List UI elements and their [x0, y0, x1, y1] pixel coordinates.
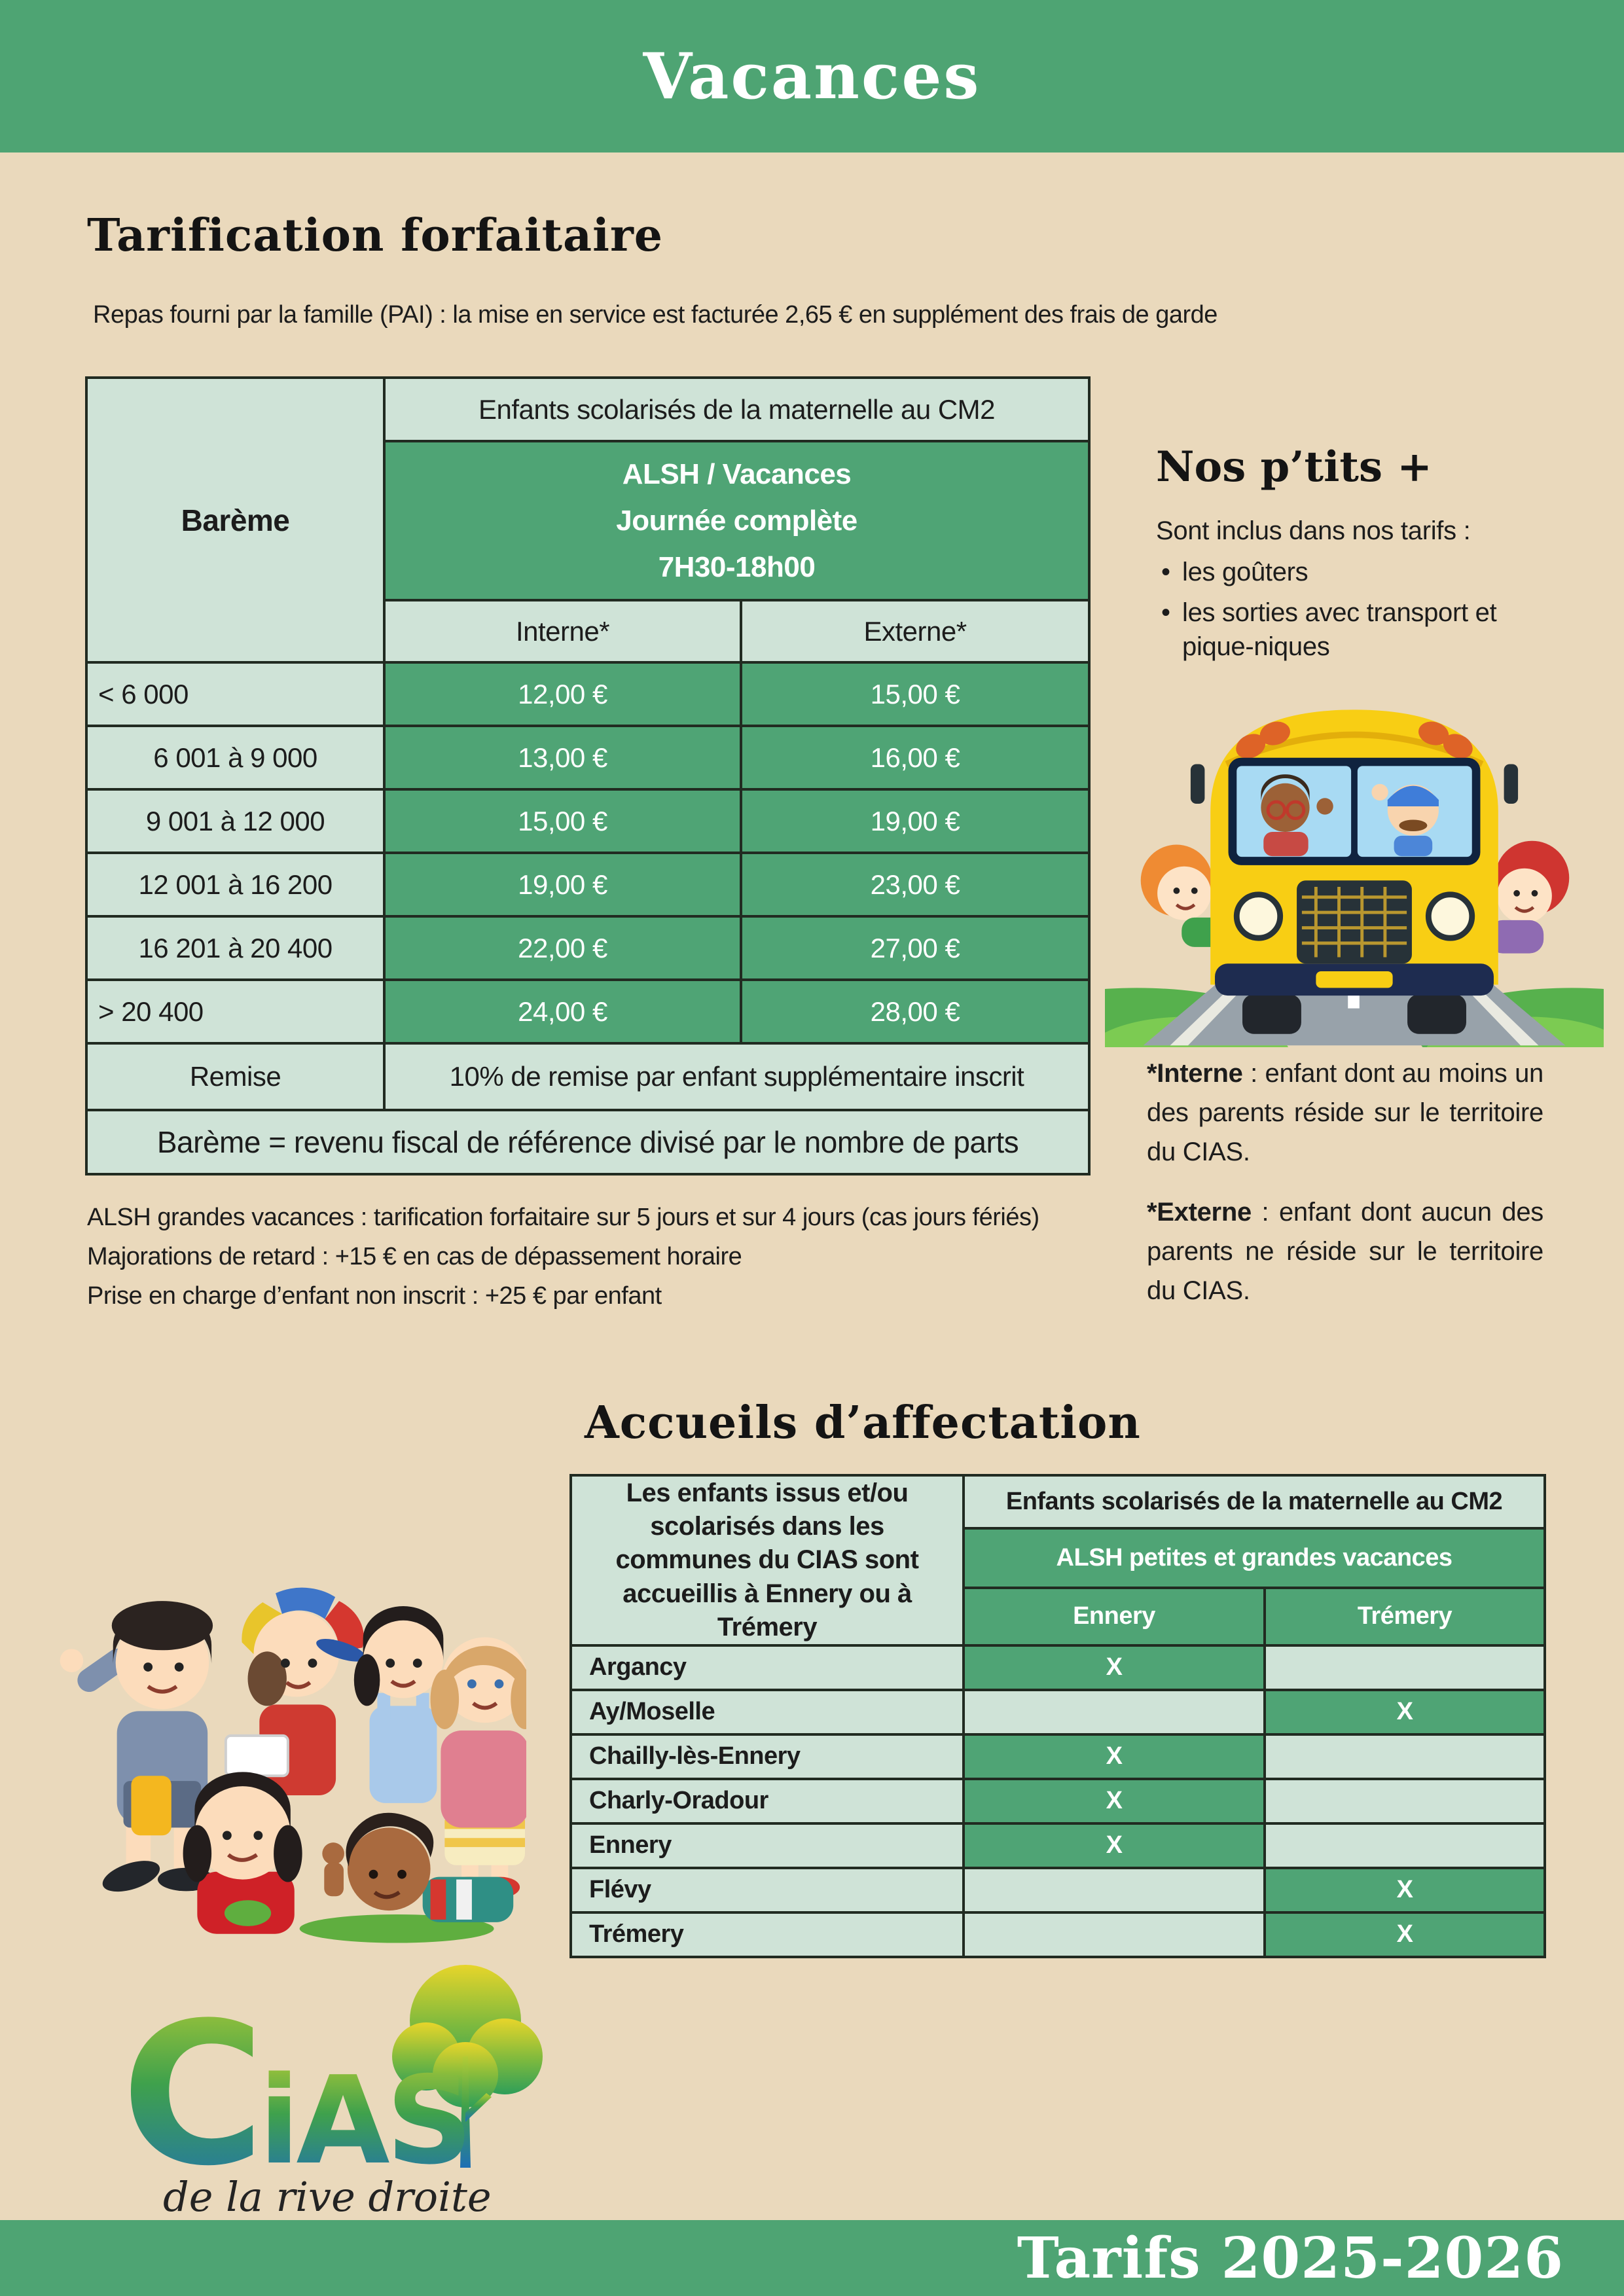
- commune-name: Argancy: [571, 1645, 964, 1690]
- bareme-range: < 6 000: [86, 662, 384, 726]
- logo-letters-ias: iAS: [259, 2050, 469, 2191]
- assignment-cell: X: [1265, 1912, 1545, 1957]
- page-header-banner: [0, 0, 1624, 152]
- logo-tagline: de la rive droite: [163, 2173, 492, 2220]
- accueils-left-header: Les enfants issus et/ou scolarisés dans les communes du CIAS sont accueillis à Ennery ou à Trémery: [571, 1475, 964, 1645]
- col-header-externe: Externe*: [741, 600, 1089, 662]
- price-externe: 28,00 €: [741, 980, 1089, 1043]
- assignment-cell: [964, 1868, 1265, 1912]
- definition-term: *Externe: [1147, 1198, 1252, 1227]
- definition-interne: [1147, 1054, 1543, 1172]
- table-row: [571, 1645, 1545, 1690]
- children-illustration: [34, 1516, 526, 1945]
- accueils-table: [569, 1474, 1546, 1958]
- table-row: [86, 789, 1089, 853]
- assignment-cell: [1265, 1823, 1545, 1868]
- logo-letter-c: C: [121, 1981, 266, 2209]
- commune-name: Flévy: [571, 1868, 964, 1912]
- assignment-cell: [1265, 1779, 1545, 1823]
- table-row: [571, 1868, 1545, 1912]
- commune-name: Trémery: [571, 1912, 964, 1957]
- service-line: ALSH / Vacances: [622, 457, 852, 490]
- group-header-cell: Enfants scolarisés de la maternelle au CM2: [964, 1475, 1545, 1528]
- definitions-block: [1147, 1054, 1543, 1331]
- remise-value: 10% de remise par enfant supplémentaire inscrit: [384, 1043, 1089, 1110]
- note-line: Majorations de retard : +15 € en cas de dépassement horaire: [87, 1243, 742, 1271]
- price-interne: 24,00 €: [384, 980, 741, 1043]
- footer-title: Tarifs 2025-2026: [1017, 2225, 1564, 2291]
- section-title-nos-ptits: Nos p’tits +: [1156, 442, 1432, 492]
- definition-text: : enfant dont aucun des parents ne réside sur le territoire du CIAS.: [1147, 1198, 1543, 1305]
- price-interne: 15,00 €: [384, 789, 741, 853]
- table-row: [571, 1690, 1545, 1734]
- assignment-cell: [1265, 1645, 1545, 1690]
- assignment-cell: X: [964, 1645, 1265, 1690]
- definition-text: : enfant dont au moins un des parents réside sur le territoire du CIAS.: [1147, 1059, 1543, 1166]
- price-interne: 19,00 €: [384, 853, 741, 916]
- page-footer-banner: [0, 2220, 1624, 2296]
- price-externe: 15,00 €: [741, 662, 1089, 726]
- table-row: [86, 726, 1089, 789]
- bareme-range: 9 001 à 12 000: [86, 789, 384, 853]
- tarification-notes: [87, 1198, 1095, 1316]
- bareme-header-cell: Barème: [86, 378, 384, 662]
- nos-ptits-intro: Sont inclus dans nos tarifs :: [1156, 516, 1471, 545]
- price-externe: 23,00 €: [741, 853, 1089, 916]
- table-row: [86, 662, 1089, 726]
- tarification-intro: Repas fourni par la famille (PAI) : la mise en service est facturée 2,65 € en supplément des frais de garde: [93, 301, 1218, 329]
- assignment-cell: X: [1265, 1868, 1545, 1912]
- assignment-cell: X: [1265, 1690, 1545, 1734]
- col-header-tremery: Trémery: [1265, 1588, 1545, 1645]
- bareme-range: 16 201 à 20 400: [86, 916, 384, 980]
- cias-logo: [120, 1958, 565, 2220]
- table-row: [571, 1475, 1545, 1528]
- table-row: [571, 1912, 1545, 1957]
- note-line: ALSH grandes vacances : tarification forfaitaire sur 5 jours et sur 4 jours (cas jours fériés): [87, 1204, 1039, 1231]
- service-header-cell: ALSH petites et grandes vacances: [964, 1528, 1545, 1587]
- nos-ptits-panel: [1156, 442, 1591, 664]
- tarification-table: [85, 376, 1091, 1175]
- price-interne: 22,00 €: [384, 916, 741, 980]
- col-header-interne: Interne*: [384, 600, 741, 662]
- note-line: Prise en charge d’enfant non inscrit : +25 € par enfant: [87, 1282, 662, 1310]
- bareme-range: 12 001 à 16 200: [86, 853, 384, 916]
- bareme-footnote: Barème = revenu fiscal de référence divisé par le nombre de parts: [86, 1110, 1089, 1174]
- school-bus-illustration: [1105, 673, 1604, 1047]
- definition-term: *Interne: [1147, 1059, 1243, 1088]
- assignment-cell: [964, 1912, 1265, 1957]
- remise-label: Remise: [86, 1043, 384, 1110]
- commune-name: Ay/Moselle: [571, 1690, 964, 1734]
- service-header-cell: [384, 441, 1089, 600]
- col-header-ennery: Ennery: [964, 1588, 1265, 1645]
- bareme-range: 6 001 à 9 000: [86, 726, 384, 789]
- page-title: Vacances: [643, 39, 981, 113]
- section-title-tarification: Tarification forfaitaire: [87, 209, 664, 262]
- service-line: Journée complète: [616, 504, 857, 537]
- definition-externe: [1147, 1193, 1543, 1310]
- commune-name: Charly-Oradour: [571, 1779, 964, 1823]
- commune-name: Chailly-lès-Ennery: [571, 1734, 964, 1779]
- list-item: • les sorties avec transport et pique-niques: [1156, 596, 1549, 664]
- bareme-range: > 20 400: [86, 980, 384, 1043]
- assignment-cell: X: [964, 1734, 1265, 1779]
- table-row: [86, 1043, 1089, 1110]
- table-row: [86, 1110, 1089, 1174]
- list-item: • les goûters: [1156, 555, 1549, 589]
- assignment-cell: X: [964, 1823, 1265, 1868]
- table-row: [571, 1823, 1545, 1868]
- price-externe: 27,00 €: [741, 916, 1089, 980]
- commune-name: Ennery: [571, 1823, 964, 1868]
- price-externe: 19,00 €: [741, 789, 1089, 853]
- table-row: [86, 916, 1089, 980]
- section-title-accueils: Accueils d’affectation: [585, 1397, 1141, 1449]
- price-interne: 13,00 €: [384, 726, 741, 789]
- price-externe: 16,00 €: [741, 726, 1089, 789]
- assignment-cell: [1265, 1734, 1545, 1779]
- table-row: [86, 853, 1089, 916]
- assignment-cell: X: [964, 1779, 1265, 1823]
- service-line: 7H30-18h00: [658, 551, 816, 584]
- table-row: [86, 980, 1089, 1043]
- table-row: [86, 378, 1089, 441]
- price-interne: 12,00 €: [384, 662, 741, 726]
- nos-ptits-list: [1156, 555, 1549, 664]
- table-row: [571, 1779, 1545, 1823]
- group-header-cell: Enfants scolarisés de la maternelle au CM2: [384, 378, 1089, 441]
- table-row: [571, 1734, 1545, 1779]
- kid-right-icon: [1489, 841, 1569, 954]
- assignment-cell: [964, 1690, 1265, 1734]
